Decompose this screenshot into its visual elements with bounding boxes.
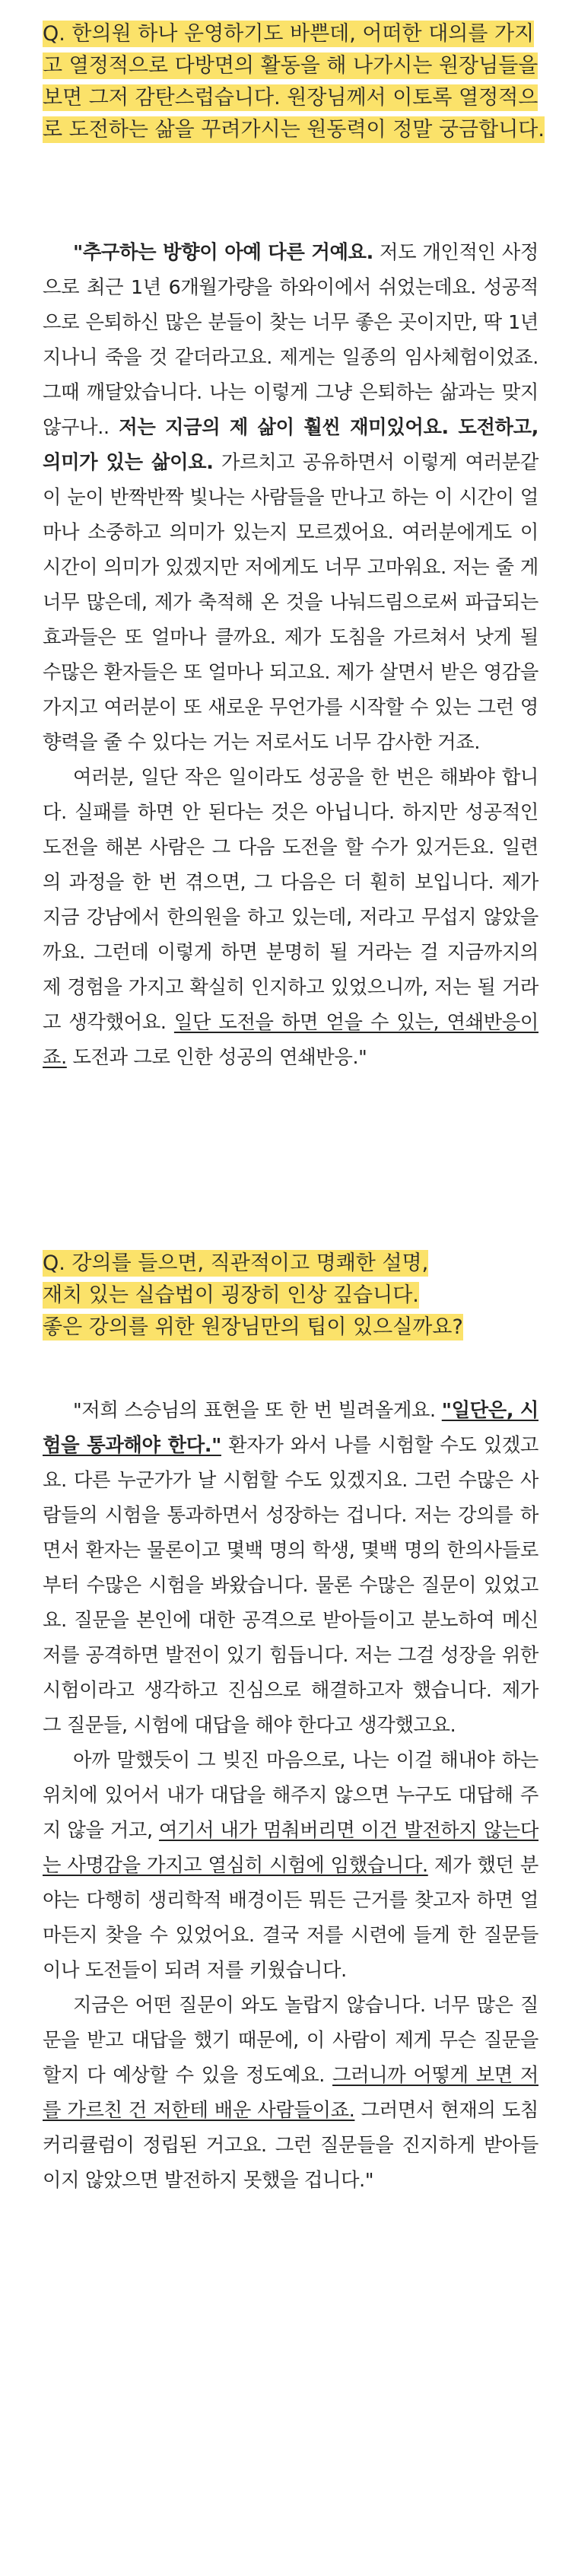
answer-1-lead-emphasis: "추구하는 방향이 아예 다른 거예요. <box>73 241 373 263</box>
answer-1-text-cont: 가르치고 공유하면서 이렇게 여러분같이 눈이 반짝반짝 빛나는 사람들을 만나고 하는 이 시간이 얼마나 소중하고 의미가 있는지 모르겠어요. 여러분에게도 이 시간이 의미가 있겠지만 저에게도 너무 고마워요. 저는 줄 게 너무 많은데, 제가 축적해 온 것을 나눠드림으로써 파급되는 효과들은 또 얼마나 클까요. 제가 도침을 가르쳐서 낫게 될 수많은 환자들은 또 얼마나 되고요. 제가 살면서 받은 영감을 가지고 여러분이 또 새로운 무언가를 시작할 수 있는 그런 영향력을 줄 수 있다는 거는 저로서도 너무 감사한 거죠. <box>43 451 538 753</box>
answer-1-paragraph-1 <box>43 235 538 760</box>
answer-2-p2-end: 제가 했던 분야는 다행히 생리학적 배경이든 뭐든 근거를 찾고자 하면 얼마든지 찾을 수 있었어요. 결국 저를 시련에 들게 한 질문들이나 도전들이 되려 저를 키웠습니다. <box>43 1854 538 1981</box>
answer-1-text: 저도 개인적인 사정으로 최근 1년 6개월가량을 하와이에서 쉬었는데요. 성공적으로 은퇴하신 많은 분들이 찾는 너무 좋은 곳이지만, 딱 1년 지나니 죽을 것 같더라고요. 제게는 일종의 임사체험이었죠. 그때 깨달았습니다. 나는 이렇게 그냥 은퇴하는 삶과는 맞지 않구나.. <box>43 241 538 438</box>
answer-2-emphasis: "일단은, 시험을 통과해야 한다." <box>43 1399 538 1456</box>
answer-2-text: "저희 스승님의 표현을 또 한 번 빌려올게요. <box>73 1399 442 1421</box>
answer-2-p2-text: 아까 말했듯이 그 빚진 마음으로, 나는 이걸 해내야 하는 위치에 있어서 내가 대답을 해주지 않으면 누구도 대답해 주지 않을 거고, <box>43 1749 538 1841</box>
answer-1-emphasis: 저는 지금의 제 삶이 훨씬 재미있어요. 도전하고, 의미가 있는 삶이요. <box>43 416 538 473</box>
question-2-line-3: 좋은 강의를 위한 원장님만의 팁이 있으실까요? <box>43 1315 463 1339</box>
answer-2-paragraph-3 <box>43 1988 538 2198</box>
answer-1-p2-text: 여러분, 일단 작은 일이라도 성공을 한 번은 해봐야 합니다. 실패를 하면 안 된다는 것은 아닙니다. 하지만 성공적인 도전을 해본 사람은 그 다음 도전을 할 수가 있거든요. 일련의 과정을 한 번 겪으면, 그 다음은 더 훤히 보입니다. 제가 지금 강남에서 한의원을 하고 있는데, 저라고 무섭지 않았을까요. 그런데 이렇게 하면 분명히 될 거라는 걸 지금까지의 제 경험을 가지고 확실히 인지하고 있었으니까, 저는 될 거라고 생각했어요. <box>43 766 538 1033</box>
answer-2-paragraph-2 <box>43 1743 538 1988</box>
answer-1-p2-end: 도전과 그로 인한 성공의 연쇄반응." <box>66 1046 367 1068</box>
answer-2-text-cont: 환자가 와서 나를 시험할 수도 있겠고요. 다른 누군가가 날 시험할 수도 있겠지요. 그런 수많은 사람들의 시험을 통과하면서 성장하는 겁니다. 저는 강의를 하면서 환자는 물론이고 몇백 명의 학생, 몇백 명의 한의사들로부터 수많은 시험을 봐왔습니다. 물론 수많은 질문이 있었고요. 질문을 본인에 대한 공격으로 받아들이고 분노하여 메신저를 공격하면 발전이 있기 힘듭니다. 저는 그걸 성장을 위한 시험이라고 생각하고 진심으로 해결하고자 했습니다. 제가 그 질문들, 시험에 대답을 해야 한다고 생각했고요. <box>43 1434 539 1736</box>
question-1 <box>43 18 545 146</box>
answer-2-p3-end: 그러면서 현재의 도침 커리큘럼이 정립된 거고요. 그런 질문들을 진지하게 받아들이지 않았으면 발전하지 못했을 겁니다." <box>43 2099 539 2191</box>
answer-2-p3-text: 지금은 어떤 질문이 와도 놀랍지 않습니다. 너무 많은 질문을 받고 대답을 했기 때문에, 이 사람이 제게 무슨 질문을 할지 다 예상할 수 있을 정도예요. <box>43 1994 538 2086</box>
question-1-text: Q. 한의원 하나 운영하기도 바쁜데, 어떠한 대의를 가지고 열정적으로 다방면의 활동을 해 나가시는 원장님들을 보면 그저 감탄스럽습니다. 원장님께서 이토록 열정적으로 도전하는 삶을 꾸려가시는 원동력이 정말 궁금합니다. <box>43 22 545 142</box>
question-2 <box>43 1248 545 1344</box>
answer-2 <box>43 1393 538 2198</box>
answer-1-paragraph-2 <box>43 760 538 1075</box>
answer-2-p2-underlined: 여기서 내가 멈춰버리면 이건 발전하지 않는다는 사명감을 가지고 열심히 시험에 임했습니다. <box>43 1819 539 1876</box>
answer-1-underlined: 일단 도전을 하면 얻을 수 있는, 연쇄반응이죠. <box>43 1011 538 1068</box>
answer-2-p3-underlined: 그러니까 어떻게 보면 저를 가르친 건 저한테 배운 사람들이죠. <box>43 2064 538 2121</box>
answer-1 <box>43 235 538 1075</box>
question-2-line-2: 재치 있는 실습법이 굉장히 인상 깊습니다. <box>43 1283 419 1307</box>
question-2-line-1: Q. 강의를 들으면, 직관적이고 명쾌한 설명, <box>43 1251 429 1275</box>
answer-2-paragraph-1 <box>43 1393 538 1743</box>
